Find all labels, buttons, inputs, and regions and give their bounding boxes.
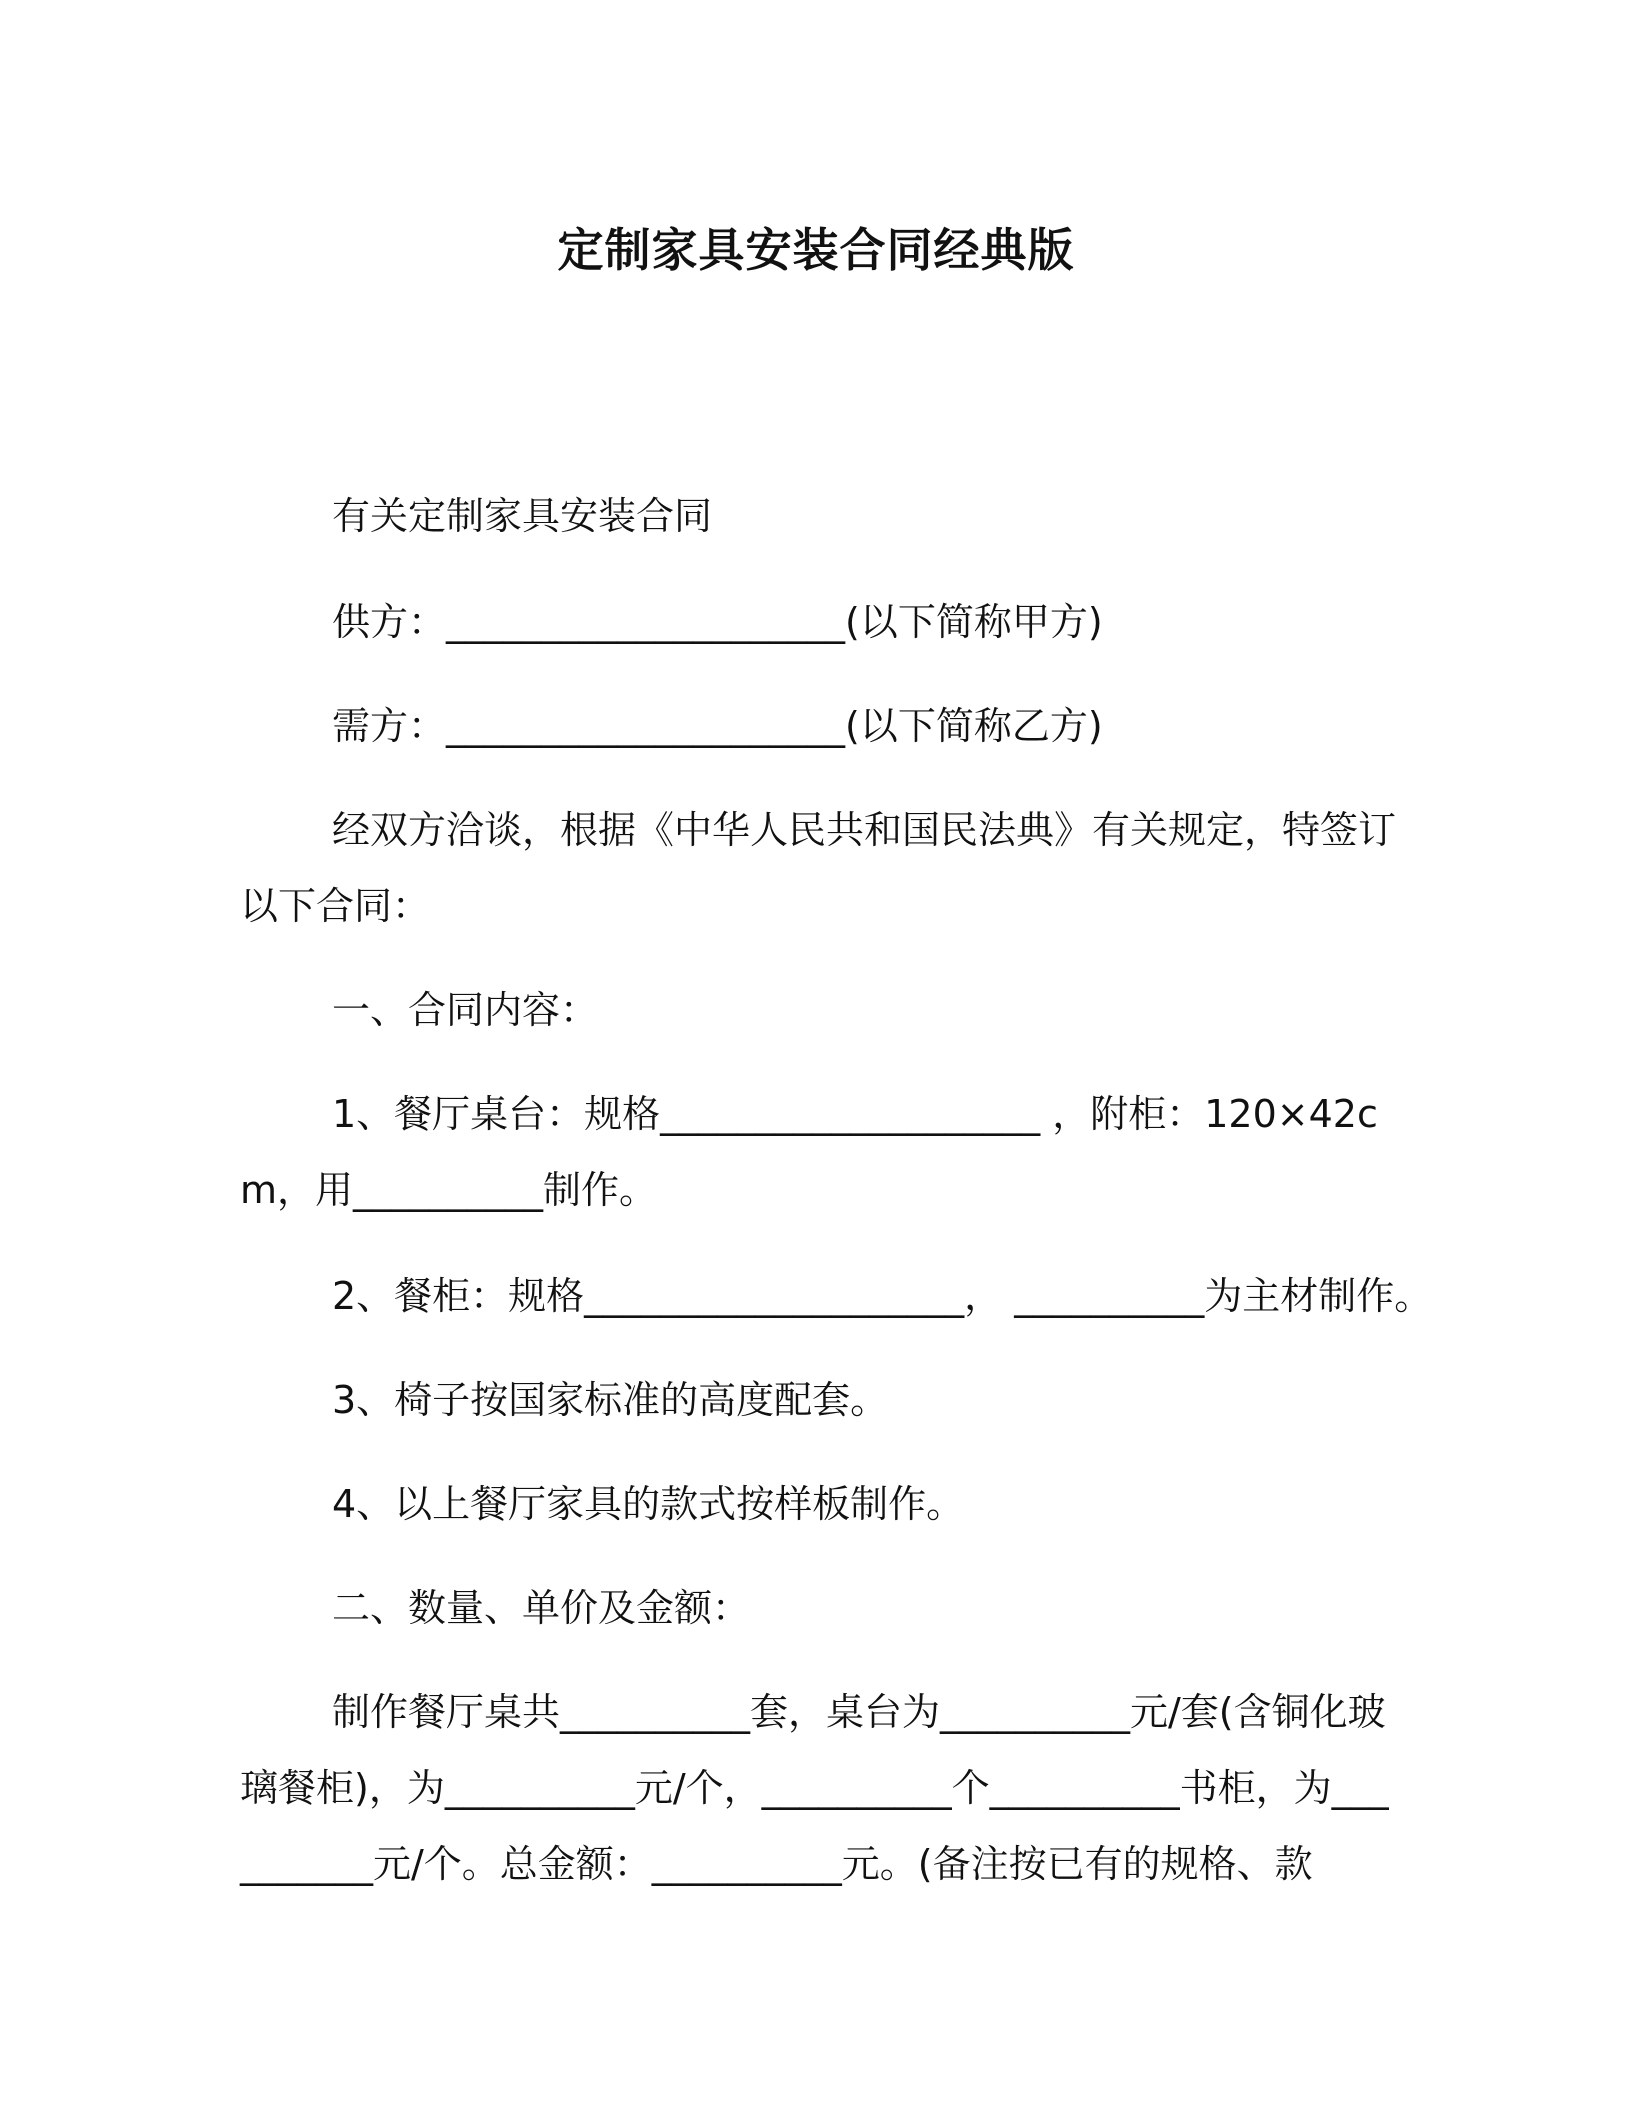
section1-heading: 一、合同内容： (332, 988, 599, 1032)
supplier-line: 供方：_____________________(以下简称甲方) (332, 600, 1103, 644)
document-title: 定制家具安装合同经典版 (557, 223, 1075, 277)
pricing-paragraph: 制作餐厅桌共__________套，桌台为__________元/套(含铜化玻璃餐柜)，为__________元/个，__________个__________书柜，为__________元/个。总金额：__________元。(备注按已有的规格、款 (240, 1690, 1389, 1886)
intro-paragraph: 经双方洽谈，根据《中华人民共和国民法典》有关规定，特签订以下合同： (240, 808, 1397, 928)
item4-paragraph: 4、以上餐厅家具的款式按样板制作。 (332, 1482, 965, 1526)
item3-paragraph: 3、椅子按国家标准的高度配套。 (332, 1378, 889, 1422)
item1-paragraph: 1、餐厅桌台：规格____________________ ，附柜：120×42cm，用__________制作。 (240, 1092, 1378, 1212)
buyer-line: 需方：_____________________(以下简称乙方) (332, 704, 1103, 748)
item2-paragraph: 2、餐柜：规格____________________， __________为主材制作。 (332, 1274, 1433, 1318)
section2-heading: 二、数量、单价及金额： (332, 1586, 751, 1630)
contract-subtitle: 有关定制家具安装合同 (332, 494, 713, 538)
